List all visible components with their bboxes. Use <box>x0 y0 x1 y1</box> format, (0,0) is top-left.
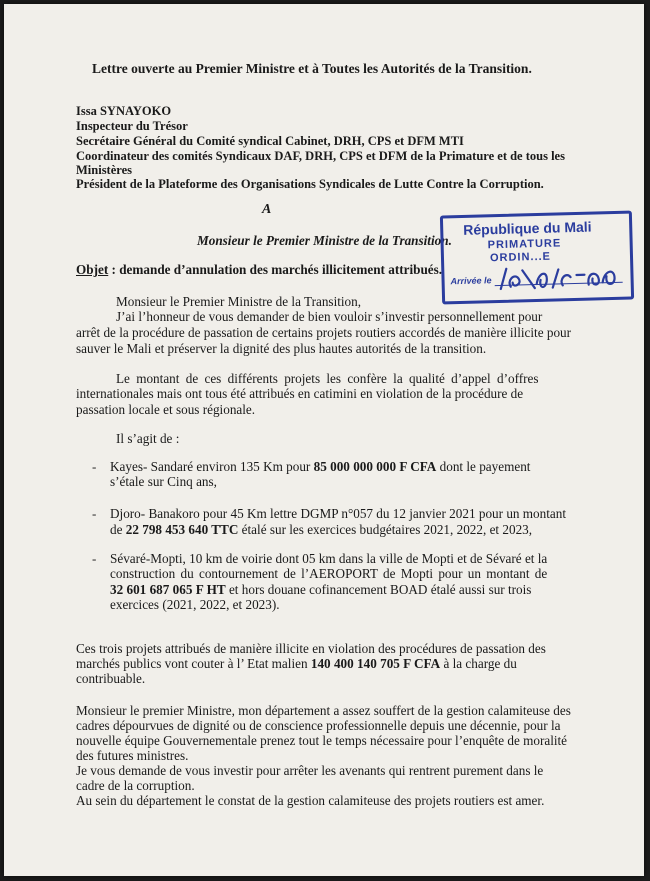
para3-line3: contribuable. <box>76 671 146 686</box>
recipient-name: Monsieur le Premier Ministre de la Transition. <box>197 233 452 248</box>
item3-line3 <box>110 582 531 597</box>
sender-role-2-cont: Ministères <box>76 163 133 177</box>
item2-amount: 22 798 453 640 TTC <box>125 522 239 537</box>
item2-text-end: étalé sur les exercices budgétaires 2021, 2022, et 2023, <box>238 522 533 537</box>
para1-line1: J’ai l’honneur de vous demander de bien vouloir s’investir personnellement pour <box>116 309 543 324</box>
item2-line2 <box>110 522 532 537</box>
para2-line3: passation locale et sous régionale. <box>76 402 256 417</box>
item1-line1 <box>110 459 530 474</box>
subject-label: Objet <box>76 262 109 277</box>
para4-line7: Au sein du département le constat de la gestion calamiteuse des projets routiers est amer. <box>76 793 545 808</box>
para3-line2 <box>76 656 517 671</box>
item1-text: Kayes- Sandaré environ 135 Km pour <box>110 459 314 474</box>
stamp-ordre: ORDIN...E <box>489 250 552 265</box>
para1-line2: arrêt de la procédure de passation de certains projets routiers accordés de manière illicite pour <box>76 325 572 340</box>
para2-line2: internationales mais ont tous été attribués en catimini en violation de la procédure de <box>76 386 524 401</box>
para3-line1: Ces trois projets attribués de manière illicite en violation des procédures de passation des <box>76 641 546 656</box>
para4-line5: Je vous demande de vous investir pour arrêter les avenants qui rentrent purement dans le <box>76 763 544 778</box>
item3-text-end: et hors douane cofinancement BOAD étalé aussi sur trois <box>225 582 532 597</box>
handwritten-date <box>496 260 625 293</box>
stamp-country: République du Mali <box>463 218 592 238</box>
item3-line2: construction du contournement de l’AEROPORT de Mopti pour un montant de <box>110 566 548 581</box>
reception-stamp <box>440 211 634 305</box>
para4-line1: Monsieur le premier Ministre, mon département a assez souffert de la gestion calamiteuse des <box>76 703 571 718</box>
sender-role-2: Coordinateur des comités Syndicaux DAF, DRH, CPS et DFM de la Primature et de tous les <box>76 149 565 163</box>
item2-text: de <box>110 522 126 537</box>
sender-name: Issa SYNAYOKO <box>76 104 172 118</box>
letter-title: Lettre ouverte au Premier Ministre et à Toutes les Autorités de la Transition. <box>92 61 532 76</box>
item1-text-end: dont le payement <box>436 459 531 474</box>
sender-role-1: Secrétaire Général du Comité syndical Cabinet, DRH, CPS et DFM MTI <box>76 134 464 148</box>
para4-line2: cadres dépourvues de dignité ou de conscience professionnelle depuis une décennie, pour la <box>76 718 561 733</box>
item3-line1: Sévaré-Mopti, 10 km de voirie dont 05 km dans la ville de Mopti et de Sévaré et la <box>110 551 548 566</box>
bullet-dash: - <box>92 551 97 566</box>
para2-line1: Le montant de ces différents projets les confère la qualité d’appel d’offres <box>116 371 539 386</box>
item1-amount: 85 000 000 000 F CFA <box>313 459 437 474</box>
bullet-dash: - <box>92 506 97 521</box>
para3-text: marchés publics vont couter à l’ Etat malien <box>76 656 311 671</box>
item1-line2: s’étale sur Cinq ans, <box>110 474 217 489</box>
subject-text: : demande d’annulation des marchés illicitement attribués. <box>108 262 443 277</box>
item2-line1: Djoro- Banakoro pour 45 Km lettre DGMP n°057 du 12 janvier 2021 pour un montant <box>110 506 567 521</box>
para4-line3: nouvelle équipe Gouvernementale prenez tout le temps nécessaire pour l’enquête de moralité <box>76 733 568 748</box>
recipient-a: A <box>262 202 272 217</box>
para4-line6: cadre de la corruption. <box>76 778 195 793</box>
list-intro: Il s’agit de : <box>116 431 180 446</box>
para3-amount: 140 400 140 705 F CFA <box>310 656 441 671</box>
subject-line <box>76 262 442 277</box>
para4-line4: des futures ministres. <box>76 748 189 763</box>
para3-text-end: à la charge du <box>440 656 517 671</box>
bullet-dash: - <box>92 459 97 474</box>
para1-line3: sauver le Mali et préserver la dignité des plus hautes autorités de la transition. <box>76 341 487 356</box>
item3-line4: exercices (2021, 2022, et 2023). <box>110 597 280 612</box>
item3-amount: 32 601 687 065 F HT <box>110 582 226 597</box>
stamp-arrivee-label: Arrivée le <box>450 275 492 287</box>
sender-role-3: Président de la Plateforme des Organisations Syndicales de Lutte Contre la Corruption. <box>76 177 544 191</box>
sender-title: Inspecteur du Trésor <box>76 119 188 133</box>
salutation: Monsieur le Premier Ministre de la Transition, <box>116 294 362 309</box>
stamp-office: PRIMATURE <box>487 237 562 252</box>
